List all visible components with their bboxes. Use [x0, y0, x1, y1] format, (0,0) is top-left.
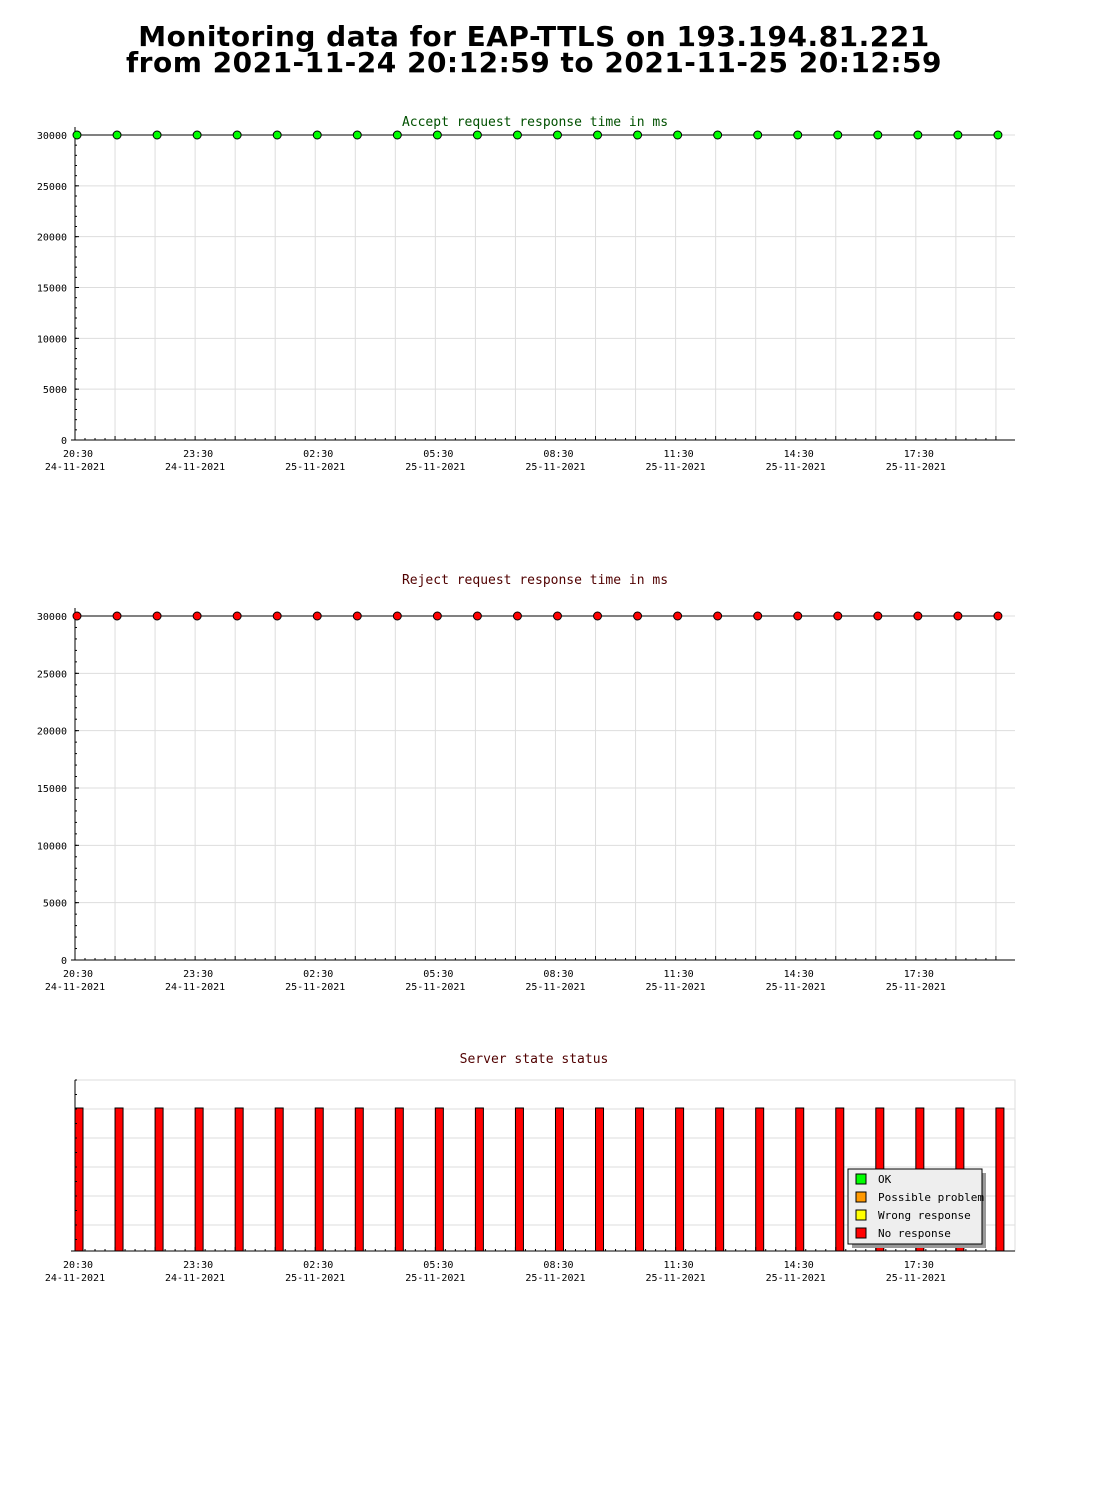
- data-point: [353, 131, 361, 139]
- accept-x-ticks: [45, 449, 946, 473]
- x-tick-date: 24-11-2021: [44, 1273, 106, 1284]
- data-point: [193, 612, 201, 620]
- status-bar: [836, 1108, 844, 1251]
- reject-series: [73, 612, 1002, 620]
- y-tick-label: 15000: [36, 283, 67, 295]
- reject-chart-title: Reject request response time in ms: [401, 573, 669, 588]
- data-point: [634, 131, 642, 139]
- x-tick-date: 25-11-2021: [645, 462, 706, 473]
- status-bar: [796, 1108, 804, 1251]
- data-point: [113, 612, 121, 620]
- reject-y-ticks: [37, 612, 67, 967]
- data-point: [553, 131, 561, 139]
- data-point: [594, 131, 602, 139]
- legend-swatch-possible: [856, 1192, 866, 1202]
- x-tick-time: 20:30: [62, 1260, 94, 1271]
- x-tick-date: 25-11-2021: [885, 982, 946, 993]
- data-point: [674, 612, 682, 620]
- data-point: [113, 131, 121, 139]
- data-point: [754, 612, 762, 620]
- data-point: [433, 131, 441, 139]
- y-tick-label: 20000: [36, 726, 67, 738]
- status-bar: [475, 1108, 483, 1251]
- status-bar: [275, 1108, 283, 1251]
- data-point: [313, 612, 321, 620]
- data-point: [513, 612, 521, 620]
- x-tick-time: 08:30: [543, 449, 574, 460]
- x-tick-label-5: [645, 1260, 705, 1284]
- y-tick-label: 5000: [42, 898, 67, 910]
- y-tick-label: 30000: [36, 131, 67, 142]
- status-bar: [756, 1108, 764, 1251]
- legend-swatch-none: [856, 1228, 866, 1238]
- status-bar: [996, 1108, 1004, 1251]
- x-tick-date: 25-11-2021: [525, 982, 586, 993]
- x-tick-date: 25-11-2021: [765, 1273, 826, 1284]
- reject-response-chart: [0, 560, 1100, 1000]
- legend-label-possible: Possible problem: [878, 1191, 984, 1204]
- data-point: [233, 612, 241, 620]
- x-tick-date: 24-11-2021: [165, 982, 226, 993]
- data-point: [473, 612, 481, 620]
- y-tick-label: 5000: [42, 385, 67, 397]
- data-point: [794, 612, 802, 620]
- x-tick-time: 08:30: [543, 1260, 574, 1271]
- x-tick-date: 25-11-2021: [285, 462, 346, 473]
- x-tick-label-4: [525, 1260, 585, 1284]
- reject-axes: [71, 608, 1015, 960]
- x-tick-label-5: [645, 449, 705, 473]
- y-tick-label: 20000: [36, 232, 67, 244]
- x-tick-label-2: [285, 449, 345, 473]
- status-chart-title: Server state status: [459, 1052, 609, 1067]
- page-title-line1: Monitoring data for EAP-TTLS on 193.194.81.221: [138, 20, 930, 53]
- data-point: [594, 612, 602, 620]
- status-bar: [596, 1108, 604, 1251]
- status-bar: [155, 1108, 163, 1251]
- x-tick-time: 11:30: [663, 449, 694, 460]
- accept-series: [73, 131, 1002, 139]
- y-tick-label: 15000: [36, 784, 67, 795]
- x-tick-time: 05:30: [423, 1260, 454, 1271]
- x-tick-time: 14:30: [783, 969, 814, 980]
- status-bar: [395, 1108, 403, 1251]
- x-tick-time: 05:30: [423, 969, 454, 980]
- data-point: [393, 612, 401, 620]
- data-point: [914, 131, 922, 139]
- x-tick-date: 25-11-2021: [405, 982, 466, 993]
- legend-label-ok: OK: [878, 1173, 892, 1186]
- y-tick-label: 0: [60, 956, 67, 967]
- x-tick-date: 24-11-2021: [44, 462, 106, 473]
- x-tick-time: 08:30: [543, 969, 574, 980]
- x-tick-label-1: [165, 449, 225, 473]
- x-tick-time: 23:30: [183, 1260, 214, 1271]
- data-point: [954, 131, 962, 139]
- data-point: [874, 612, 882, 620]
- data-point: [794, 131, 802, 139]
- data-point: [634, 612, 642, 620]
- x-tick-date: 25-11-2021: [285, 982, 346, 993]
- x-tick-date: 25-11-2021: [405, 462, 466, 473]
- x-tick-date: 25-11-2021: [885, 462, 946, 473]
- accept-axes: [71, 127, 1015, 440]
- x-tick-date: 25-11-2021: [525, 462, 586, 473]
- data-point: [433, 612, 441, 620]
- status-bar: [115, 1108, 123, 1251]
- legend-label-none: No response: [878, 1227, 951, 1240]
- x-tick-time: 14:30: [783, 1260, 814, 1271]
- y-tick-label: 25000: [36, 181, 67, 193]
- page-title: [0, 20, 1068, 79]
- x-tick-date: 24-11-2021: [44, 982, 106, 993]
- status-bar: [716, 1108, 724, 1251]
- status-bar: [355, 1108, 363, 1251]
- x-tick-date: 25-11-2021: [645, 1273, 706, 1284]
- server-status-chart: [0, 1040, 1100, 1290]
- x-tick-time: 23:30: [183, 969, 214, 980]
- x-tick-date: 25-11-2021: [765, 462, 826, 473]
- y-tick-label: 25000: [36, 669, 67, 681]
- x-tick-label-0: [45, 969, 105, 993]
- reject-grid: [75, 614, 1015, 960]
- x-tick-time: 11:30: [663, 1260, 694, 1271]
- data-point: [553, 612, 561, 620]
- data-point: [674, 131, 682, 139]
- data-point: [714, 612, 722, 620]
- x-tick-time: 02:30: [303, 1260, 334, 1271]
- page-title-line2: from 2021-11-24 20:12:59 to 2021-11-25 20:12:59: [125, 46, 943, 79]
- status-bar: [235, 1108, 243, 1251]
- x-tick-label-1: [165, 969, 225, 993]
- x-tick-label-3: [405, 969, 465, 993]
- data-point: [754, 131, 762, 139]
- x-tick-date: 25-11-2021: [405, 1273, 466, 1284]
- status-bar: [435, 1108, 443, 1251]
- y-tick-label: 10000: [36, 334, 67, 346]
- x-tick-label-0: [45, 1260, 105, 1284]
- x-tick-label-4: [525, 449, 585, 473]
- data-point: [834, 612, 842, 620]
- x-tick-date: 24-11-2021: [165, 1273, 226, 1284]
- x-tick-label-0: [45, 449, 105, 473]
- y-tick-label: 30000: [36, 612, 67, 623]
- x-tick-label-7: [886, 1260, 946, 1284]
- status-bar: [75, 1108, 83, 1251]
- x-tick-label-6: [766, 449, 826, 473]
- data-point: [273, 612, 281, 620]
- x-tick-time: 20:30: [62, 969, 94, 980]
- legend-swatch-ok: [856, 1174, 866, 1184]
- x-tick-label-3: [405, 1260, 465, 1284]
- x-tick-label-2: [285, 969, 345, 993]
- x-tick-time: 20:30: [62, 449, 94, 460]
- data-point: [513, 131, 521, 139]
- x-tick-time: 17:30: [903, 449, 934, 460]
- y-tick-label: 10000: [36, 841, 67, 853]
- x-tick-label-7: [886, 449, 946, 473]
- data-point: [954, 612, 962, 620]
- x-tick-time: 11:30: [663, 969, 694, 980]
- x-tick-date: 25-11-2021: [765, 982, 826, 993]
- x-tick-date: 25-11-2021: [885, 1273, 946, 1284]
- x-tick-time: 14:30: [783, 449, 814, 460]
- legend-swatch-wrong: [856, 1210, 866, 1220]
- data-point: [153, 131, 161, 139]
- x-tick-label-5: [645, 969, 705, 993]
- status-legend: [848, 1169, 986, 1248]
- x-tick-label-3: [405, 449, 465, 473]
- x-tick-date: 25-11-2021: [285, 1273, 346, 1284]
- status-bar: [676, 1108, 684, 1251]
- data-point: [73, 131, 81, 139]
- x-tick-label-6: [766, 969, 826, 993]
- data-point: [714, 131, 722, 139]
- data-point: [393, 131, 401, 139]
- data-point: [313, 131, 321, 139]
- accept-chart-title: Accept request response time in ms: [401, 115, 669, 130]
- x-tick-date: 24-11-2021: [165, 462, 226, 473]
- x-tick-label-6: [766, 1260, 826, 1284]
- accept-grid: [75, 133, 1015, 440]
- x-tick-time: 23:30: [183, 449, 214, 460]
- accept-y-ticks: [37, 131, 67, 447]
- reject-x-ticks: [45, 969, 946, 993]
- legend-label-wrong: Wrong response: [878, 1209, 971, 1222]
- data-point: [193, 131, 201, 139]
- data-point: [994, 131, 1002, 139]
- x-tick-time: 02:30: [303, 449, 334, 460]
- data-point: [914, 612, 922, 620]
- status-bar: [555, 1108, 563, 1251]
- x-tick-label-1: [165, 1260, 225, 1284]
- y-tick-label: 0: [60, 436, 67, 447]
- data-point: [73, 612, 81, 620]
- data-point: [353, 612, 361, 620]
- x-tick-label-7: [886, 969, 946, 993]
- x-tick-label-4: [525, 969, 585, 993]
- x-tick-date: 25-11-2021: [525, 1273, 586, 1284]
- data-point: [874, 131, 882, 139]
- status-bar: [195, 1108, 203, 1251]
- data-point: [153, 612, 161, 620]
- x-tick-time: 17:30: [903, 969, 934, 980]
- x-tick-time: 05:30: [423, 449, 454, 460]
- x-tick-time: 02:30: [303, 969, 334, 980]
- status-x-ticks: [45, 1260, 946, 1284]
- status-bar: [315, 1108, 323, 1251]
- data-point: [994, 612, 1002, 620]
- data-point: [834, 131, 842, 139]
- x-tick-time: 17:30: [903, 1260, 934, 1271]
- status-bar: [515, 1108, 523, 1251]
- data-point: [233, 131, 241, 139]
- accept-response-chart: [0, 100, 1100, 500]
- data-point: [473, 131, 481, 139]
- status-bar: [636, 1108, 644, 1251]
- x-tick-date: 25-11-2021: [645, 982, 706, 993]
- data-point: [273, 131, 281, 139]
- x-tick-label-2: [285, 1260, 345, 1284]
